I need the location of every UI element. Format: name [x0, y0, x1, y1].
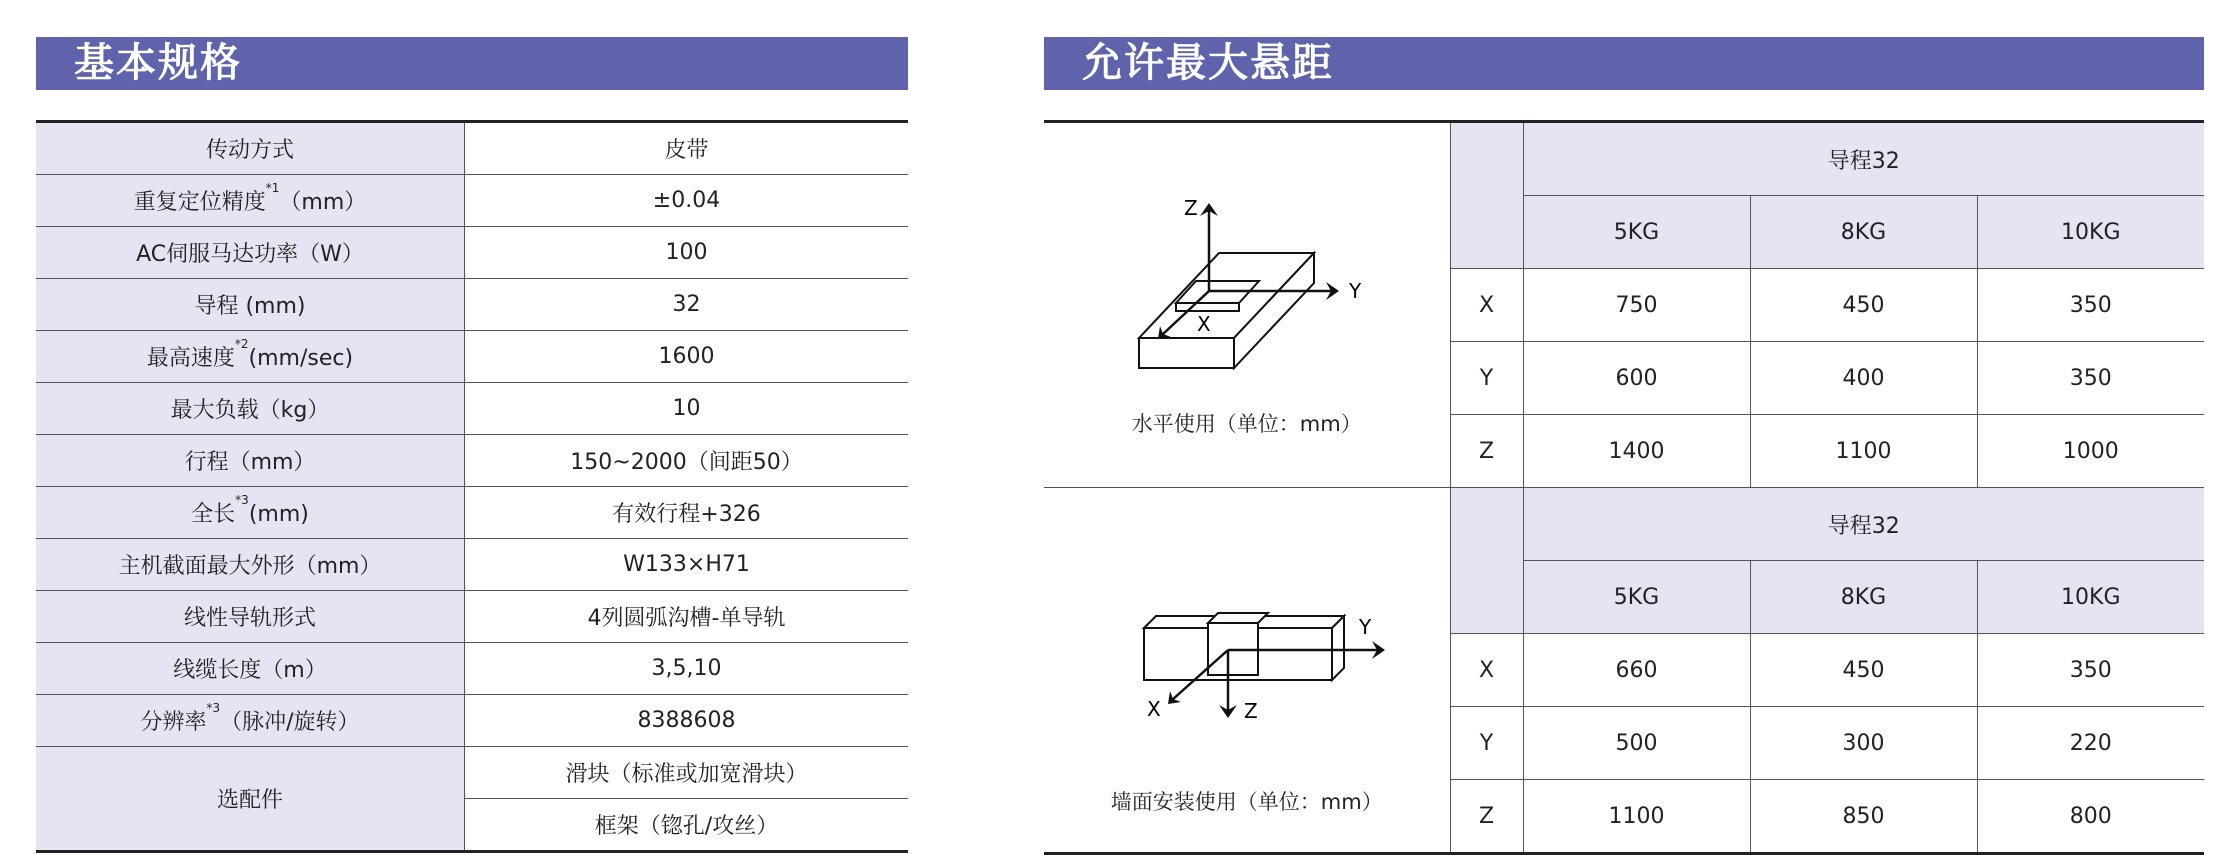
lead-header-text: 导程32	[1827, 513, 1900, 539]
z-axis-label: Z	[1184, 196, 1198, 220]
spec-label	[36, 383, 465, 435]
spec-value-text: 100	[665, 240, 708, 265]
diagram-caption: 墙面安装使用（单位：mm）	[1110, 790, 1383, 814]
spec-label-text: 线性导轨形式	[183, 606, 316, 631]
max-overhang-header	[1044, 37, 2204, 90]
spec-value	[465, 643, 909, 695]
overhang-value-text: 450	[1842, 657, 1885, 683]
footnote-mark: *3	[235, 493, 249, 507]
spec-value-text: 150~2000（间距50）	[570, 450, 803, 475]
axis-cell	[1450, 269, 1523, 342]
spec-label	[36, 331, 465, 383]
spec-label-text: 传动方式	[205, 138, 294, 163]
spec-label-text: AC伺服马达功率（W）	[136, 242, 364, 267]
x-axis-label: X	[1197, 312, 1211, 336]
spec-unit: （脉冲/旋转）	[220, 710, 360, 735]
spec-label	[36, 487, 465, 539]
overhang-value	[1977, 634, 2204, 707]
overhang-value-text: 1100	[1835, 438, 1892, 464]
overhang-value	[1750, 269, 1977, 342]
spec-value-text: 10	[672, 396, 701, 421]
load-header	[1750, 196, 1977, 269]
spec-value	[465, 331, 909, 383]
overhang-value	[1977, 415, 2204, 488]
spec-row	[36, 227, 908, 279]
spec-row	[36, 279, 908, 331]
axis-cell-text: X	[1478, 657, 1495, 683]
overhang-value-text: 850	[1842, 803, 1885, 829]
spec-unit: （mm）	[279, 190, 367, 215]
spec-row	[36, 331, 908, 383]
axis-cell-text: Z	[1478, 803, 1495, 829]
spec-unit: (mm)	[248, 502, 309, 527]
options-label-text: 选配件	[216, 788, 283, 813]
rail-front-face	[1139, 338, 1234, 368]
overhang-value	[1750, 342, 1977, 415]
spec-label-text: 线缆长度（m）	[173, 658, 327, 683]
spec-value	[465, 383, 909, 435]
lead-header	[1523, 122, 2204, 196]
overhang-value	[1523, 634, 1750, 707]
x-axis-label: X	[1147, 697, 1161, 721]
axis-header-cell	[1450, 488, 1523, 634]
option-value	[465, 799, 909, 852]
spec-row	[36, 487, 908, 539]
spec-label	[36, 435, 465, 487]
spec-label	[36, 539, 465, 591]
spec-label	[36, 695, 465, 747]
overhang-value	[1523, 707, 1750, 780]
overhang-value-text: 220	[2069, 730, 2112, 756]
axis-header-cell	[1450, 122, 1523, 269]
spec-row	[36, 695, 908, 747]
spec-value	[465, 122, 909, 175]
overhang-value-text: 300	[1842, 730, 1885, 756]
overhang-value-text: 400	[1842, 365, 1885, 391]
spec-label	[36, 279, 465, 331]
footnote-mark: *1	[265, 181, 280, 195]
spec-label	[36, 643, 465, 695]
slider-front	[1176, 303, 1239, 311]
load-header	[1977, 196, 2204, 269]
overhang-value-text: 1100	[1608, 803, 1665, 829]
load-header-text: 10KG	[2061, 584, 2121, 610]
mount-diagram-cell	[1044, 488, 1450, 854]
spec-unit: (mm/sec)	[248, 346, 354, 371]
overhang-value	[1977, 342, 2204, 415]
spec-label-text: 全长	[191, 502, 236, 527]
spec-label-text: 最高速度	[146, 346, 235, 371]
overhang-value	[1750, 634, 1977, 707]
load-header-text: 8KG	[1840, 584, 1887, 610]
spec-value-text: W133×H71	[623, 552, 750, 577]
overhang-value	[1523, 780, 1750, 854]
overhang-value-text: 350	[2069, 657, 2112, 683]
load-header	[1523, 196, 1750, 269]
basic-specs-table	[36, 120, 908, 853]
axis-cell	[1450, 415, 1523, 488]
axis-cell	[1450, 707, 1523, 780]
max-overhang-table	[1044, 120, 2204, 855]
overhang-value-text: 800	[2069, 803, 2112, 829]
basic-specs-header	[36, 37, 908, 90]
axis-cell	[1450, 634, 1523, 707]
spec-value-text: 有效行程+326	[612, 502, 761, 527]
spec-row	[36, 591, 908, 643]
spec-label-text: 最大负载（kg）	[170, 398, 330, 423]
lead-header	[1523, 488, 2204, 561]
spec-label	[36, 122, 465, 175]
overhang-value-text: 450	[1842, 292, 1885, 318]
footnote-mark: *3	[206, 701, 221, 715]
spec-label-text: 主机截面最大外形（mm）	[118, 554, 382, 579]
overhang-value	[1523, 342, 1750, 415]
overhang-value-text: 660	[1615, 657, 1658, 683]
axis-cell-text: X	[1478, 292, 1495, 318]
spec-value	[465, 487, 909, 539]
load-header-text: 10KG	[2061, 219, 2121, 245]
diagram-caption: 水平使用（单位：mm）	[1131, 412, 1362, 436]
overhang-value-text: 1000	[2062, 438, 2119, 464]
load-header	[1977, 561, 2204, 634]
option-value-text: 框架（锪孔/攻丝）	[594, 814, 779, 839]
max-overhang-title: 允许最大悬距	[1082, 40, 1334, 86]
load-header-text: 8KG	[1840, 219, 1887, 245]
spec-value-text: 8388608	[637, 708, 736, 733]
overhang-value	[1523, 269, 1750, 342]
spec-row	[36, 383, 908, 435]
overhang-value-text: 350	[2069, 292, 2112, 318]
spec-row	[36, 539, 908, 591]
overhang-value	[1523, 415, 1750, 488]
spec-value	[465, 175, 909, 227]
load-header-text: 5KG	[1613, 219, 1660, 245]
spec-label	[36, 591, 465, 643]
spec-value	[465, 227, 909, 279]
spec-row	[36, 643, 908, 695]
overhang-value	[1750, 707, 1977, 780]
y-axis-label: Y	[1349, 279, 1362, 303]
mount-diagram	[1044, 488, 1450, 848]
spec-value	[465, 591, 909, 643]
overhang-lead-row	[1044, 488, 2204, 561]
overhang-value	[1750, 415, 1977, 488]
axis-cell-text: Y	[1479, 730, 1494, 756]
spec-label	[36, 227, 465, 279]
spec-value	[465, 695, 909, 747]
axis-cell	[1450, 342, 1523, 415]
y-axis-label: Y	[1359, 615, 1372, 639]
spec-value	[465, 435, 909, 487]
spec-value	[465, 279, 909, 331]
lead-header-text: 导程32	[1827, 148, 1900, 174]
spec-label-text: 分辨率	[140, 710, 207, 735]
slider-top	[1208, 613, 1268, 623]
overhang-value	[1977, 707, 2204, 780]
spec-label	[36, 175, 465, 227]
spec-label-text: 重复定位精度	[133, 190, 266, 215]
overhang-value	[1977, 269, 2204, 342]
overhang-value	[1750, 780, 1977, 854]
basic-specs-title: 基本规格	[74, 40, 242, 86]
axis-cell-text: Z	[1478, 438, 1495, 464]
options-label	[36, 747, 465, 852]
option-value-text: 滑块（标准或加宽滑块）	[565, 762, 808, 787]
spec-value	[465, 539, 909, 591]
overhang-value-text: 350	[2069, 365, 2112, 391]
spec-row-options	[36, 747, 908, 799]
spec-row	[36, 435, 908, 487]
spec-value-text: 皮带	[664, 138, 709, 163]
axis-cell	[1450, 780, 1523, 854]
spec-value-text: 3,5,10	[651, 656, 722, 681]
axis-cell-text: Y	[1479, 365, 1494, 391]
overhang-value	[1977, 780, 2204, 854]
rail-side-face	[1332, 616, 1344, 680]
overhang-value-text: 750	[1615, 292, 1658, 318]
overhang-value-text: 500	[1615, 730, 1658, 756]
spec-value-text: ±0.04	[652, 188, 721, 213]
spec-row	[36, 122, 908, 175]
spec-label-text: 导程 (mm)	[194, 294, 306, 319]
mount-diagram	[1044, 123, 1450, 483]
load-header	[1750, 561, 1977, 634]
spec-value-text: 32	[672, 292, 701, 317]
spec-row	[36, 175, 908, 227]
spec-value-text: 4列圆弧沟槽-单导轨	[587, 606, 786, 631]
spec-value-text: 1600	[658, 344, 715, 369]
footnote-mark: *2	[234, 337, 249, 351]
mount-diagram-cell	[1044, 122, 1450, 488]
option-value	[465, 747, 909, 799]
overhang-value-text: 600	[1615, 365, 1658, 391]
load-header	[1523, 561, 1750, 634]
overhang-lead-row	[1044, 122, 2204, 196]
z-axis-label: Z	[1244, 699, 1258, 723]
load-header-text: 5KG	[1613, 584, 1660, 610]
spec-label-text: 行程（mm）	[184, 450, 316, 475]
overhang-value-text: 1400	[1608, 438, 1665, 464]
